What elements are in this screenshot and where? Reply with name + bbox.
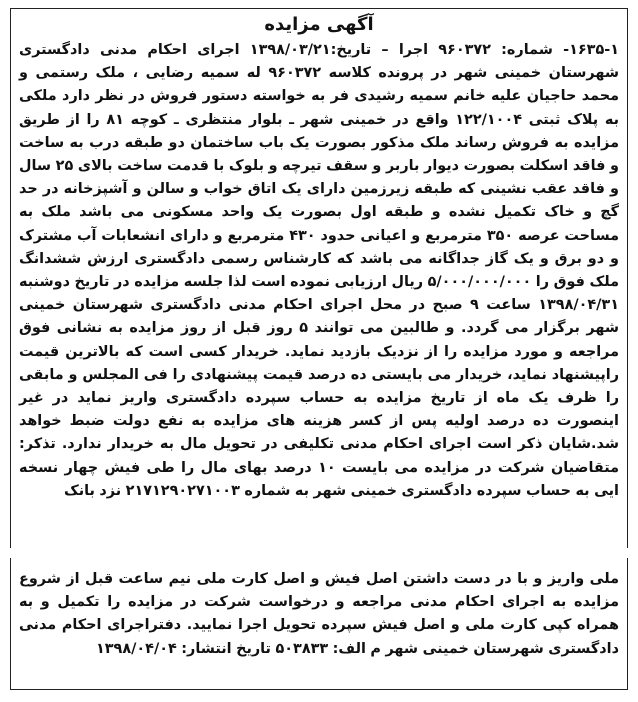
notice-title: آگهی مزایده bbox=[264, 14, 374, 35]
notice-clipping-top bbox=[10, 8, 628, 548]
notice-body-part-2: ملی واریز و با در دست داشتن اصل فیش و اصل کارت ملی نیم ساعت قبل از شروع مزایده به اجرای احکام مدنی مراجعه و درخواست شرکت در مزایده را تکمیل و به همراه کپی کارت ملی و اصل فیش سپرده تحویل اجرا نمایید. دفتراجرای احکام مدنی دادگستری شهرستان خمینی شهر م الف: ۵۰۳۸۳۳ تاریخ انتشار: ۱۳۹۸/۰۴/۰۴ bbox=[19, 571, 619, 657]
notice-body-part-1: ۱۶۳۵-۱- شماره: ۹۶۰۳۷۲ اجرا – تاریخ:۱۳۹۸/۰۳/۲۱ اجرای احکام مدنی دادگستری شهرستان خمینی شهر در پرونده کلاسه ۹۶۰۳۷۲ له سمیه رضایی ، ملک رستمی و محمد حاجیان علیه خانم سمیه رشیدی فر به خواسته دستور فروش در نظر دارد ملکی به پلاک ثبتی ۱۲۲/۱۰۰۴ واقع در خمینی شهر ـ بلوار منتظری ـ کوچه ۸۱ را از طریق مزایده به فروش رساند ملک مذکور بصورت یک باب ساختمان دو طبقه درب به ساخت و فاقد اسکلت بصورت دیوار باربر و سقف تیرچه و بلوک با قدمت ساخت بالای ۲۵ سال و فاقد عقب نشینی که طبقه زیرزمین دارای یک اتاق خواب و سالن و آشپزخانه در حد گچ و خاک تکمیل نشده و طبقه اول بصورت یک واحد مسکونی می باشد ملک به مساحت عرصه ۳۵۰ مترمربع و اعیانی حدود ۴۳۰ مترمربع و دارای انشعابات آب مشترک و دو برق و یک گاز جداگانه می باشد که کارشناس رسمی دادگستری ارزش ششدانگ ملک فوق را ۵/۰۰۰/۰۰۰/۰۰۰ ریال ارزیابی نموده است لذا جلسه مزایده در تاریخ دوشنبه ۱۳۹۸/۰۴/۳۱ ساعت ۹ صبح در محل اجرای احکام مدنی دادگستری شهرستان خمینی شهر برگزار می گردد. و طالبین می توانند ۵ روز قبل از روز مزایده به نشانی فوق مراجعه و مورد مزایده را از نزدیک بازدید نماید. خریدار کسی است که بالاترین قیمت راپیشنهاد نماید، خریدار می بایستی ده درصد قیمت پیشنهادی را فی المجلس و مابقی را ظرف یک ماه از تاریخ مزایده به حساب سپرده دادگستری واریز نماید در غیر اینصورت ده درصد اولیه پس از کسر هزینه های مزایده به نفع دولت ضبط خواهد شد.شایان ذکر است اجرای احکام مدنی تکلیفی در تحویل مال به خریدار ندارد. تذکر: متقاضیان شرکت در مزایده می بایست ۱۰ درصد بهای مال را طی فیش چهار نسخه ایی به حساب سپرده دادگستری خمینی شهر به شماره ۲۱۷۱۲۹۰۲۷۱۰۰۳ نزد بانک bbox=[19, 42, 619, 499]
notice-clipping-bottom bbox=[10, 558, 628, 690]
